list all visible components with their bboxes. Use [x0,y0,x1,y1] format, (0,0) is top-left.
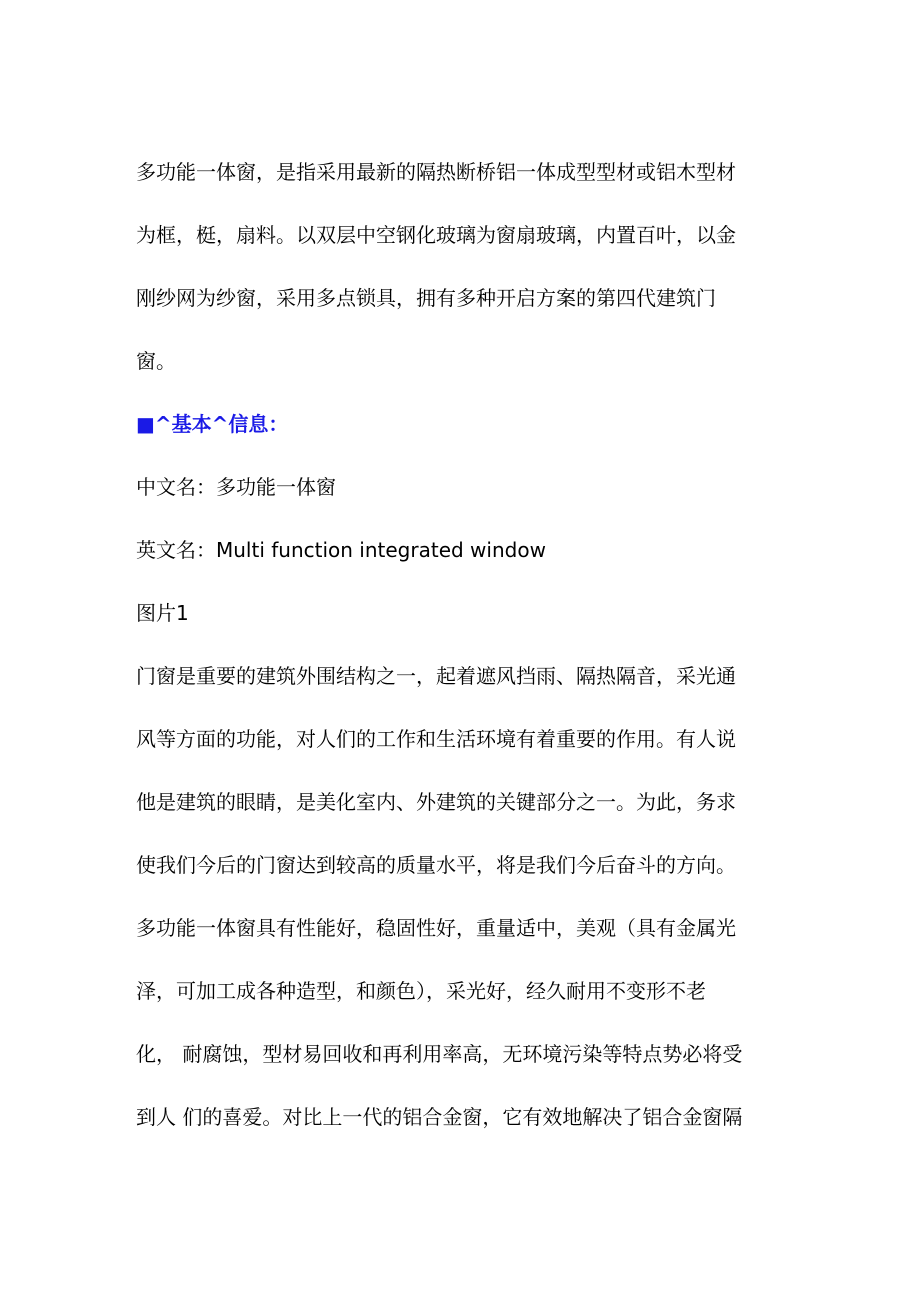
chinese-name-line: 中文名：多功能一体窗 [136,475,336,499]
body-line-1: 门窗是重要的建筑外围结构之一，起着遮风挡雨、隔热隔音，采光通 [136,664,736,688]
body-line-2: 风等方面的功能，对人们的工作和生活环境有着重要的作用。有人说 [136,727,736,751]
body-line-8: 到人 们的喜爱。对比上一代的铝合金窗，它有效地解决了铝合金窗隔 [136,1105,743,1129]
intro-line-2: 为框，梃，扇料。以双层中空钢化玻璃为窗扇玻璃，内置百叶，以金 [136,223,736,247]
intro-line-3: 刚纱网为纱窗，采用多点锁具，拥有多种开启方案的第四代建筑门 [136,286,716,310]
intro-line-1: 多功能一体窗，是指采用最新的隔热断桥铝一体成型型材或铝木型材 [136,160,736,184]
body-line-7: 化， 耐腐蚀，型材易回收和再利用率高，无环境污染等特点势必将受 [136,1042,743,1066]
english-name-line: 英文名：Multi function integrated window [136,538,546,562]
intro-line-4: 窗。 [136,349,176,373]
body-line-6: 泽，可加工成各种造型，和颜色），采光好，经久耐用不变形不老 [136,979,706,1003]
section-heading-basic-info: ■^基本^信息： [136,412,289,436]
body-line-5: 多功能一体窗具有性能好，稳固性好，重量适中，美观（具有金属光 [136,916,736,940]
body-line-3: 他是建筑的眼睛，是美化室内、外建筑的关键部分之一。为此，务求 [136,790,736,814]
body-line-4: 使我们今后的门窗达到较高的质量水平，将是我们今后奋斗的方向。 [136,853,736,877]
figure-caption: 图片1 [136,601,189,625]
